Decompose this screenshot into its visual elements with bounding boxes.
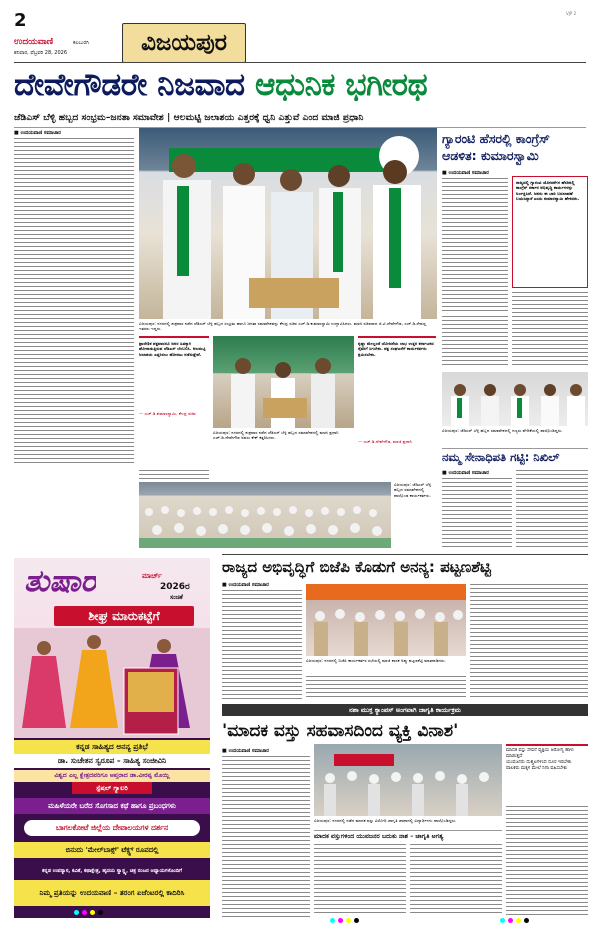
lead-byline: ■ ಉದಯವಾಣಿ ಸಮಾಚಾರ xyxy=(14,130,61,136)
cake-photo-figures xyxy=(213,336,354,428)
nikhil-body-text-1 xyxy=(442,478,512,548)
crowd-photo-caption: ವಿಜಯಪುರ: ಜೆಡಿಎಸ್ ಬೆಳ್ಳಿ ಹಬ್ಬದ ಸಮಾವೇಶದಲ್ಲಿ ಪಾಲ್ಗೊಂಡ ಕಾರ್ಯಕರ್ತರು. xyxy=(394,482,432,498)
crowd-figures xyxy=(139,482,391,548)
drug-body-text-4 xyxy=(506,806,588,916)
pullquote-1 xyxy=(139,336,209,434)
lead-headline-green: ಆಧುನಿಕ ಭಗೀರಥ xyxy=(255,67,428,103)
print-color-marks xyxy=(330,918,359,923)
bjp-body-text-2 xyxy=(306,676,466,700)
bjp-photo-figures xyxy=(306,584,466,656)
drug-sidebar-item: ಪಾಲಕರು ಮಕ್ಕಳ ಮೇಲೆ ನಿಗಾ ವಹಿಸಬೇಕು xyxy=(506,766,568,771)
bjp-body-text-1 xyxy=(222,590,302,700)
nikhil-body-text-2 xyxy=(516,470,588,548)
drug-subhead: ಮಾದಕ ವಸ್ತುಗಳಿಂದ ಯುವಜನರ ಬದುಕು ನಾಶ – ಜಾಗೃತಿ ಅಗತ್ಯ xyxy=(314,830,502,843)
lead-strap: ಜೆಡಿಎಸ್ ಬೆಳ್ಳಿ ಹಬ್ಬದ ಸಂಭ್ರಮ–ಜನತಾ ಸಮಾವೇಶ | ಆಲಮಟ್ಟಿ ಜಲಾಶಯ ಎತ್ತರಕ್ಕೆ ಧ್ವನಿ ಎತ್ತುವೆ ಎಂದ ಮಾಜಿ ಪ್ರಧಾನಿ xyxy=(14,110,586,128)
drug-body-text-3 xyxy=(410,844,502,916)
ad-line2: ಡಾ. ಸುಚೇತನ ಸ್ವರೂಪ – ಸಾಹಿತ್ಯ ಸಂಜೀವಿನಿ xyxy=(14,754,210,768)
bjp-photo-caption: ವಿಜಯಪುರ: ನಗರದಲ್ಲಿ ಬಿಜೆಪಿ ಕಾರ್ಯಕರ್ತರ ಸಭೆಯಲ್ಲಿ ಮಾಜಿ ಶಾಸಕ ಅಪ್ಪು ಪಟ್ಟಣಶೆಟ್ಟಿ ಮಾತನಾಡಿದರು. xyxy=(306,658,446,663)
drug-body-text-2 xyxy=(314,844,406,916)
drug-sidebar-item: ಯುವಜನರು ದುಶ್ಚಟಗಳಿಂದ ದೂರ ಇರಬೇಕು xyxy=(506,760,572,765)
side-byline: ■ ಉದಯವಾಣಿ ಸಮಾಚಾರ xyxy=(442,170,489,176)
edition-name: ಕಲಬುರಗಿ xyxy=(73,40,89,46)
crowd-photo xyxy=(139,482,391,548)
ad-line3: ವಿಶ್ವದ ಎಲ್ಲ ಕ್ಷೇತ್ರದವರಿಗೂ ಆಪ್ತರಾದ ಡಾ.ವೀರಪ್ಪ ಮೊಯ್ಲಿ xyxy=(14,770,210,782)
issue-date: ಶನಿವಾರ, ಫೆಬ್ರವರಿ 28, 2026 xyxy=(14,50,68,56)
ad-line6: ಬಿನುದು 'ಮೇಲ್‌ಬಾಕ್ಸ್' ಟೆಕ್ಸ್ಟ್ ರೂಪದಲ್ಲಿ xyxy=(14,842,210,858)
bjp-body-text-3 xyxy=(470,584,588,700)
lead-photo-figures xyxy=(139,128,437,319)
page-number: 2 xyxy=(14,10,27,31)
ad-line5: ಬಾಗಲಕೋಟೆ ಜಿಲ್ಲೆಯ ದೇವಾಲಯಗಳ ದರ್ಶನ xyxy=(24,820,200,836)
ad-year: 2026ರ xyxy=(160,582,190,592)
ad-issue: ಸಂಚಿಕೆ xyxy=(170,594,183,601)
drug-kicker: ನಶಾ ಮುಕ್ತ ಕ್ಯಾಂಪಸ್ ಅಂಗವಾಗಿ ಜಾಗೃತಿ ಕಾರ್ಯಕ್ರಮ xyxy=(222,704,588,716)
side-photo xyxy=(442,372,588,426)
side-photo-caption: ವಿಜಯಪುರ: ಜೆಡಿಎಸ್ ಬೆಳ್ಳಿ ಹಬ್ಬದ ಸಮಾವೇಶದಲ್ಲಿ ಗಣ್ಯರು ವೇದಿಕೆಯಲ್ಲಿ ಪಾಲ್ಗೊಂಡಿದ್ದರು. xyxy=(442,428,563,433)
bjp-photo xyxy=(306,584,466,656)
lead-headline xyxy=(14,63,586,109)
side-body-text-2 xyxy=(512,292,588,368)
ad-magazine-title: ತುಷಾರ xyxy=(24,564,97,599)
pullquote-2 xyxy=(358,336,436,462)
ad-line3b: ಸ್ಪೆಷಲ್ ಗ್ಯಾಲರಿ xyxy=(72,782,152,794)
drug-photo-figures xyxy=(314,744,502,816)
ad-line4: ಮಹಿಳೆಯರೇ ಬರೆದ ಸೊಗಸಾದ ಕಥೆ ಹಾಗೂ ಪ್ರಬಂಧಗಳು xyxy=(14,798,210,814)
side-headline-line1: ಗ್ಯಾರಂಟಿ ಹೆಸರಲ್ಲಿ ಕಾಂಗ್ರೆಸ್ xyxy=(442,131,550,146)
paper-name: ಉದಯವಾಣಿ xyxy=(14,37,54,47)
cake-cutting-photo xyxy=(213,336,354,428)
lead-photo-caption: ವಿಜಯಪುರ: ನಗರದಲ್ಲಿ ಶುಕ್ರವಾರ ನಡೆದ ಜೆಡಿಎಸ್ ಬೆಳ್ಳಿ ಹಬ್ಬದ ಸಂಭ್ರಮ ಹಾಗೂ ಜನತಾ ಸಮಾವೇಶವನ್ನು ಕೇಂದ್ರ ಸಚಿವ ಎಚ್.ಡಿ.ಕುಮಾರಸ್ವಾಮಿ ಉದ್ಘಾಟಿಸಿದರು. ಮಾಜಿ ಸಚಿವರಾದ ಜಿ.ಟಿ.ದೇವೇಗೌಡ, ಎಚ್.ಡಿ.ರೇವಣ್ಣ ಇತರರು ಇದ್ದರು. xyxy=(139,321,427,332)
cake-photo-caption: ವಿಜಯಪುರ: ನಗರದಲ್ಲಿ ಶುಕ್ರವಾರ ನಡೆದ ಜೆಡಿಎಸ್ ಬೆಳ್ಳಿ ಹಬ್ಬದ ಸಮಾವೇಶದಲ್ಲಿ ಮಾಜಿ ಪ್ರಧಾನಿ ಎಚ್.ಡಿ.ದೇವೇಗೌಡ ಅವರು ಕೇಕ್ ಕತ್ತರಿಸಿದರು. xyxy=(213,430,339,441)
pullquote-1-text: ಪ್ರಾದೇಶಿಕ ಪಕ್ಷವಾದರೂ ಜನರ ಹಿತಕ್ಕಾಗಿ ಹೋರಾಡುತ್ತಿರುವ ಜೆಡಿಎಸ್ ಬೆಂಬಲಿಸಿ. ಆಲಮಟ್ಟಿ ಜಲಾಶಯ ಎತ್ತರಿಸಲು ಹೋರಾಟ ನಡೆಸುತ್ತೇವೆ. xyxy=(139,341,206,357)
nikhil-headline: ನಮ್ಮ ಸೇನಾಧಿಪತಿ ಗಟ್ಟಿ: ನಿಖಿಲ್ xyxy=(442,448,588,467)
lead-photo xyxy=(139,128,437,319)
lead-headline-dark: ದೇವೇಗೌಡರೇ ನಿಜವಾದ xyxy=(14,67,245,103)
lead-body-text xyxy=(14,138,134,464)
side-body-text-1 xyxy=(442,178,508,312)
print-color-marks-2 xyxy=(500,918,529,923)
drug-photo xyxy=(314,744,502,816)
ad-footer: ನಿಮ್ಮ ಪ್ರತಿಯನ್ನು ಉದಯವಾಣಿ – ತರಂಗ ಏಜೆಂಟರಲ್ಲಿ ಕಾದಿರಿಸಿ xyxy=(14,880,210,906)
side-body-text-3 xyxy=(442,316,508,368)
pullquote-2-source: — ಎಚ್.ಡಿ.ದೇವೇಗೌಡ, ಮಾಜಿ ಪ್ರಧಾನಿ xyxy=(358,439,413,444)
side-highlight-box xyxy=(512,176,588,288)
tushara-ad xyxy=(14,558,210,918)
bjp-headline: ರಾಜ್ಯದ ಅಭಿವೃದ್ಧಿಗೆ ಬಿಜೆಪಿ ಕೊಡುಗೆ ಅನನ್ಯ: ಪಟ್ಟಣಶೆಟ್ಟಿ xyxy=(222,554,588,579)
drug-body-text-1 xyxy=(222,756,310,918)
side-photo-figures xyxy=(442,372,588,426)
page-code: VJP 2 xyxy=(566,11,577,16)
side-headline-line2: ಆಡಳಿತ: ಕುಮಾರಸ್ವಾಮಿ xyxy=(442,148,539,163)
pullquote-1-source: — ಎಚ್.ಡಿ.ಕುಮಾರಸ್ವಾಮಿ, ಕೇಂದ್ರ ಸಚಿವ xyxy=(139,411,196,416)
ad-dancers-illustration xyxy=(14,628,210,738)
ad-color-marks xyxy=(74,910,103,915)
nikhil-byline: ■ ಉದಯವಾಣಿ ಸಮಾಚಾರ xyxy=(442,470,489,476)
drug-headline: 'ಮಾದಕ ವಸ್ತು ಸಹವಾಸದಿಂದ ವ್ಯಕ್ತಿ ವಿನಾಶ' xyxy=(222,721,459,741)
drug-photo-caption: ವಿಜಯಪುರ: ನಗರದಲ್ಲಿ ನಡೆದ ಮಾದಕ ವಸ್ತು ವಿರೋಧಿ ಜಾಗೃತಿ ಜಾಥಾದಲ್ಲಿ ವಿದ್ಯಾರ್ಥಿಗಳು ಪಾಲ್ಗೊಂಡಿದ್ದರು. xyxy=(314,818,457,823)
ad-line7: ಕನ್ನಡ ಉಪನ್ಯಾಸ, ಕವಿತೆ, ಕಥಾಕ್ಷೇತ್ರ, ಹೃದಯ ಸ್ವಾಸ್ಥ್ಯ, ಚಿತ್ರ ರಂಜನ ಅಧ್ಯಾಯಗಳೊಂದಿಗೆ xyxy=(42,868,182,874)
pullquote-2-text: ಕೃಷ್ಣಾ ಮೇಲ್ದಂಡೆ ಯೋಜನೆಯ ಲಾಭ ಉತ್ತರ ಕರ್ನಾಟಕದ ರೈತರಿಗೆ ಸಿಗಬೇಕು. ಪಕ್ಷ ಸಂಘಟನೆಗೆ ಕಾರ್ಯಕರ್ತರು ಶ್ರಮಿಸಬೇಕು. xyxy=(358,341,434,357)
bjp-byline: ■ ಉದಯವಾಣಿ ಸಮಾಚಾರ xyxy=(222,582,269,588)
section-title: ವಿಜಯಪುರ xyxy=(122,23,246,63)
drug-sidebar xyxy=(506,744,588,802)
ad-tagline: ಶೀಘ್ರ ಮಾರುಕಟ್ಟೆಗೆ xyxy=(54,606,194,626)
ad-month: ಮಾರ್ಚ್ xyxy=(142,572,162,580)
side-headline xyxy=(442,130,588,166)
ad-line1: ಕನ್ನಡ ಸಾಹಿತ್ಯದ ಅನನ್ಯ ಪ್ರತಿಭೆ xyxy=(14,740,210,754)
drug-byline: ■ ಉದಯವಾಣಿ ಸಮಾಚಾರ xyxy=(222,748,269,754)
drug-sidebar-item: ಮಾದಕ ವಸ್ತು ಸೇವನೆ ವ್ಯಕ್ತಿಯ ಆರೋಗ್ಯ ಹಾಳು ಮಾಡುತ್ತದೆ xyxy=(506,748,575,759)
side-highlight-text: ರಾಜ್ಯದಲ್ಲಿ ಗ್ಯಾರಂಟಿ ಯೋಜನೆಗಳ ಹೆಸರಿನಲ್ಲಿ ಕಾಂಗ್ರೆಸ್ ಸರ್ಕಾರ ಅಭಿವೃದ್ಧಿ ಕಾರ್ಯಗಳನ್ನು ನಿರ್ಲಕ್ಷಿಸಿದೆ. ಜನರು ಈ ಬಾರಿ ಬದಲಾವಣೆ ಬಯಸಿದ್ದಾರೆ ಎಂದು ಕುಮಾರಸ್ವಾಮಿ ಹೇಳಿದರು. xyxy=(516,180,580,202)
